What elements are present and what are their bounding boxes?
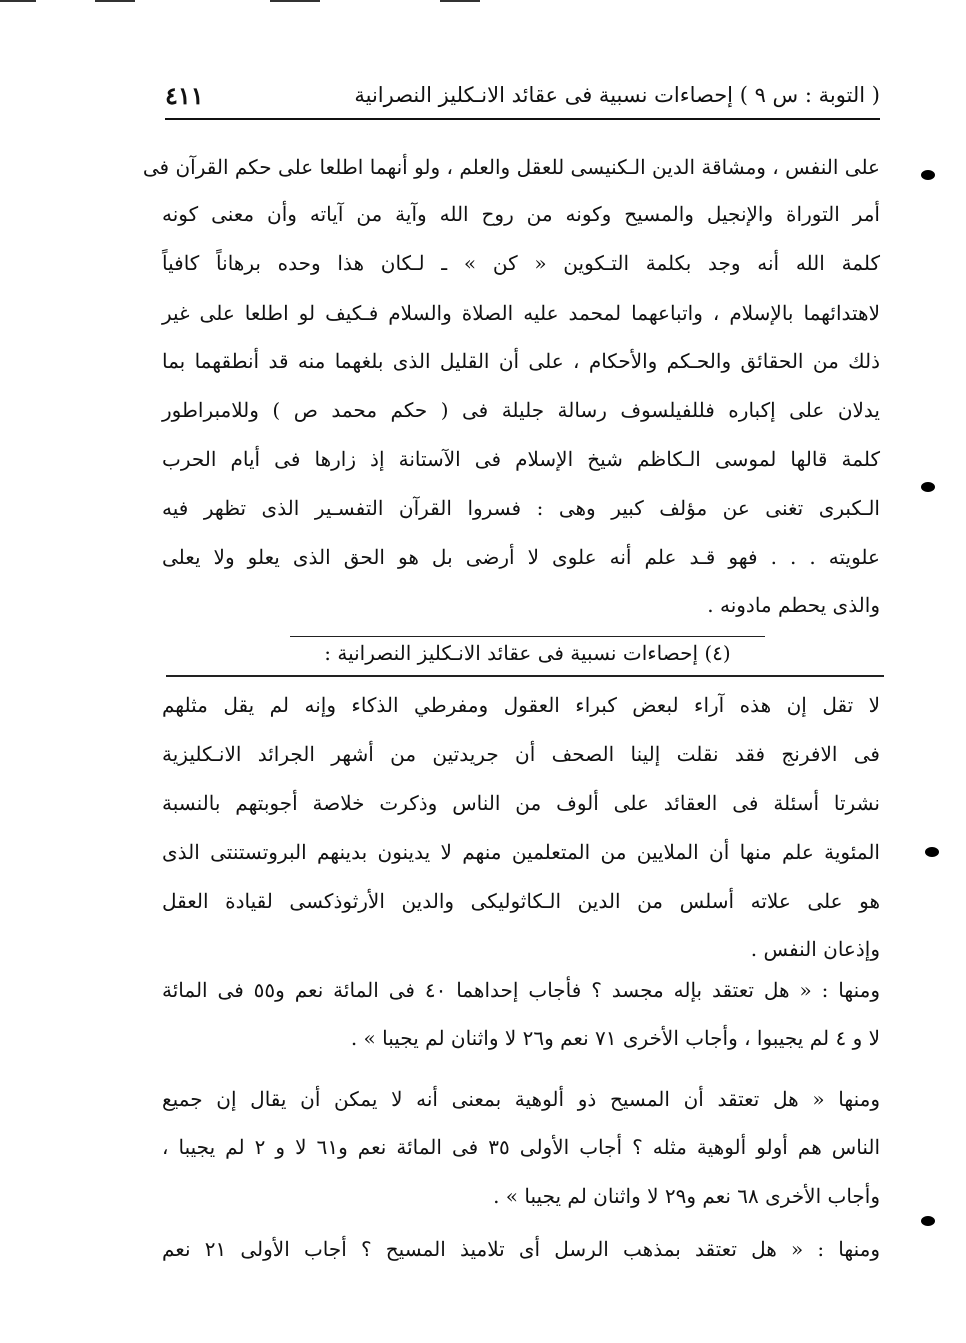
- text-line: المئوية علم منها أن الملايين من المتعلمين منهم لا يدينون بدينهم البروتستنتى الذى: [162, 840, 880, 864]
- scan-edge-mark: [95, 0, 135, 2]
- text-line: ومنها « هل تعتقد أن المسيح ذو ألوهية بمعنى أنه لا يمكن أن يقال إن جميع: [162, 1087, 880, 1111]
- text-line: ذلك من الحقائق والحـكم والأحكام ، على أن القليل الذى بلغهما منه قد أنطقهما بما: [162, 349, 880, 373]
- text-line: هو على علاته أسلس من الدين الـكاثوليكى والدين الأرثوذكسى لقيادة العقل: [162, 889, 880, 913]
- text-line: الناس هم أولو ألوهية مثله ؟ أجاب الأولى ٣٥ فى المائة نعم و٦١ لا و ٢ لم يجيبا ،: [162, 1135, 881, 1159]
- text-line: على النفس ، ومشاقة الدين الـكنيسى للعقل والعلم ، ولو أنهما اطلعا على حكم القرآن فى: [142, 155, 880, 179]
- text-line: لاهتدائهما بالإسلام ، واتباعهما لمحمد عليه الصلاة والسلام فـكيف لو اطلعا على غير: [162, 301, 880, 325]
- text-line: ومنها : « هل تعتقد بإله مجسد ؟ فأجاب إحداهما ٤٠ فى المائة نعم و٥٥ فى المائة: [162, 978, 880, 1002]
- scan-edge-mark: [440, 0, 480, 2]
- margin-blot: [921, 1216, 935, 1226]
- running-header: [165, 72, 880, 120]
- text-line: كلمة قالها لموسى الـكاظم شيخ الإسلام فى الآستانة إذ زارها فى أيام الحرب: [162, 447, 880, 471]
- text-line: نشرتا أسئلة فى العقائد على ألوف من الناس وذكرت خلاصة أجوبتهم بالنسبة: [162, 791, 880, 815]
- margin-blot: [925, 847, 939, 857]
- margin-blot: [921, 482, 935, 492]
- scan-edge-mark: [270, 0, 320, 2]
- text-line: الـكبرى تغنى عن مؤلف كبير وهى : فسروا القرآن التفسـير الذى تظهر فيه: [162, 496, 880, 520]
- text-line: أمر التوراة والإنجيل والمسيح وكونه من روح الله وآية من آياته وأن معنى كونه: [162, 202, 880, 226]
- section-heading: (٤) إحصاءات نسبية فى عقائد الانـكليز النصرانية :: [290, 636, 765, 676]
- heading-rule: [166, 675, 884, 677]
- page-number: ٤١١: [165, 80, 204, 110]
- text-line: لا تقل إن هذه آراء لبعض كبراء العقول ومفرطي الذكاء وإنه لم يقل مثلهم: [162, 693, 880, 717]
- text-line: ومنها : « هل تعتقد بمذهب الرسل أى تلاميذ المسيح ؟ أجاب الأولى ٢١ نعم: [162, 1237, 880, 1261]
- text-line: علويته . . . فهو قـد علم أنه علوى لا أرضى بل هو الحق الذى يعلو ولا يعلى: [162, 545, 880, 569]
- text-line: وإذعان النفس .: [750, 937, 880, 961]
- text-line: يدلان على إكباره فللفيلسوف رسالة جليلة فى ( حكم محمد ص ) وللامبراطور: [162, 398, 880, 422]
- margin-blot: [921, 170, 935, 180]
- text-line: لا و ٤ لم يجيبوا ، وأجاب الأخرى ٧١ نعم و٢٦ لا واثنان لم يجيبا » .: [350, 1026, 880, 1050]
- text-line: وأجاب الأخرى ٦٨ نعم و٢٩ لا واثنان لم يجيبا » .: [493, 1184, 880, 1208]
- scan-edge-mark: [0, 0, 36, 2]
- text-line: فى الافرنج فقد نقلت إلينا الصحف أن جريدتين من أشهر الجرائد الانـكليزية: [162, 742, 880, 766]
- header-title: ( التوبة : س ٩ ) إحصاءات نسبية فى عقائد الانـكليز النصرانية: [354, 83, 880, 107]
- text-line: والذى يحطم مادونه .: [707, 593, 880, 617]
- text-line: كلمة الله أنه وجد بكلمة التـكوين « كن » ـ لـكان هذا وحده برهاناً كافياً: [162, 251, 880, 275]
